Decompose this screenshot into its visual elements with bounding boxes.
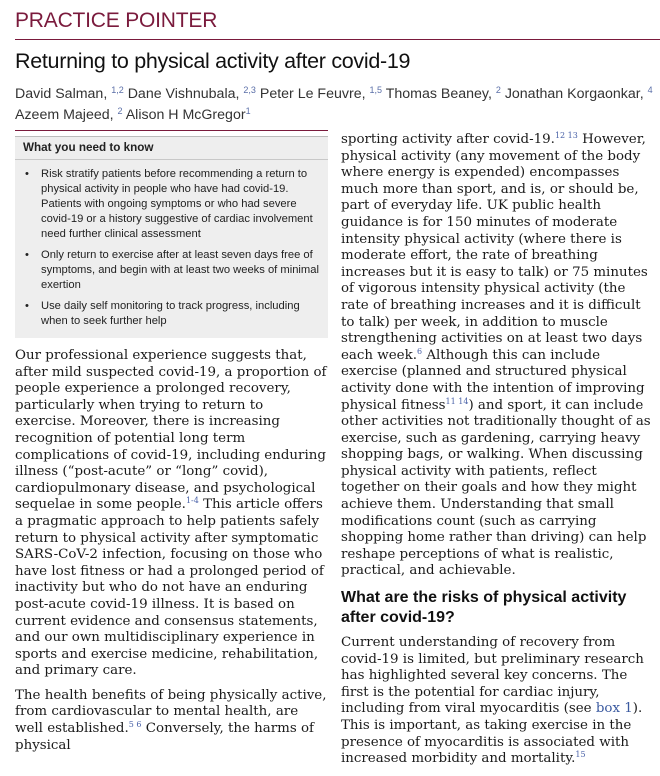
paragraph-text: This article offers a pragmatic approach to help patients safely return to physical activity after symptomatic SARS-CoV-2 infection, focusing on those who have lost fitness or had a prolonged period of inactivity but who do not have an enduring post-acute covid-19 illness. It is based on current evidence and consensus statements, and our own multidisciplinary experience in sports and exercise medicine, rehabilitation, and primary care. xyxy=(15,497,324,679)
header-rule xyxy=(15,39,660,40)
bullet-icon: • xyxy=(25,168,29,180)
author-name: Azeem Majeed xyxy=(15,107,110,123)
affiliation-marker: 1,2 xyxy=(111,85,124,95)
author-name: Thomas Beaney xyxy=(385,86,488,102)
paragraph-text: Our professional experience suggests that, after mild suspected covid-19, a proportion of people experience a prolonged recovery, particularly when trying to return to exercise. Moreover, there is increasing recognition of potential long term complications of covid-19, including enduring illness (“post-acute” or “long” covid), cardiopulmonary disease, and psychological sequelae in some people. xyxy=(15,348,327,513)
left-column xyxy=(15,348,328,762)
citation-link[interactable]: 6 xyxy=(416,346,423,356)
paragraph-text: sporting activity after covid-19. xyxy=(341,132,555,147)
affiliation-marker: 4 xyxy=(647,85,653,95)
list-item xyxy=(25,167,325,242)
citation-link[interactable]: 5 6 xyxy=(128,720,142,730)
citation-link[interactable]: 11 14 xyxy=(445,396,469,406)
body-paragraph xyxy=(341,635,651,768)
key-points-box xyxy=(15,136,328,338)
affiliation-marker: 2 xyxy=(495,85,501,95)
article-title: Returning to physical activity after covid-19 xyxy=(15,49,411,73)
affiliation-marker: 2 xyxy=(117,106,123,116)
author-name: Alison H McGregor xyxy=(125,107,246,123)
paragraph-text: Although this can include exercise (planned and structured physical activity done with the intention of improving physical fitness xyxy=(341,347,645,413)
box-reference-link[interactable]: box 1 xyxy=(595,701,633,717)
author-name: Jonathan Korgaonkar xyxy=(504,86,640,102)
paragraph-text: The health benefits of being physically active, from cardiovascular to mental health, are well established. xyxy=(15,687,327,737)
paragraph-text: However, physical activity (any movement of the body where energy is expended) encompasses much more than sport, and is, or should be, part of everyday life. UK public health guidance is for 150 minutes of moderate intensity physical activity (where there is moderate effort, the rate of breathing increases but it is easy to talk) or 75 minutes of vigorous intensity physical activity (the rate of breathing increases and it is difficult to talk) per week, in addition to muscle strengthening activities on at least two days each week. xyxy=(341,132,648,363)
bullet-icon: • xyxy=(25,249,29,261)
affiliation-marker: 1,5 xyxy=(369,85,382,95)
body-paragraph xyxy=(15,688,328,754)
box-title: What you need to know xyxy=(23,141,154,154)
list-item xyxy=(25,248,325,293)
author-list: David Salman, $^{1,2}$ Dane Vishnubala, $^{2,3}$ Peter Le Feuvre, $^{1,5}$ Thomas Beaney, $^2$ Jonathan Korgaonkar, $^4$ Azeem Majeed, $^2$ Alison H McGregor$^1$ xyxy=(15,85,653,123)
section-heading: What are the risks of physical activity after covid-19? xyxy=(341,589,627,627)
citation-link[interactable]: 1-4 xyxy=(185,496,199,506)
bullet-icon: • xyxy=(25,300,29,312)
section-label: PRACTICE POINTER xyxy=(15,9,218,32)
body-paragraph xyxy=(341,132,651,580)
affiliation-marker: 2,3 xyxy=(243,85,256,95)
author-name: David Salman xyxy=(15,86,104,102)
list-item-text: Use daily self monitoring to track progress, including when to seek further help xyxy=(41,300,300,327)
citation-link[interactable]: 12 13 xyxy=(554,131,578,140)
paragraph-text: ). This is important, as taking exercise in the presence of myocarditis is associated with increased morbidity and mortality. xyxy=(341,701,643,767)
paragraph-text: ) and sport, it can include other activities not traditionally thought of as exercise, such as gardening, carrying heavy shopping bags, or walking. When discussing physical activity with patients, reflect together on their goals and how they might achieve them. Understanding that small modifications count (such as carrying shopping home rather than driving) can help reshape perceptions of what is realistic, practical, and achievable. xyxy=(341,397,651,579)
list-item xyxy=(25,299,325,329)
author-name: Dane Vishnubala xyxy=(127,86,236,102)
key-points-list xyxy=(25,167,325,335)
box-divider xyxy=(15,159,328,160)
citation-link[interactable]: 15 xyxy=(575,750,586,760)
body-paragraph xyxy=(15,348,328,680)
right-column xyxy=(341,132,651,776)
list-item-text: Only return to exercise after at least seven days free of symptoms, and begin with at least two weeks of minimal exertion xyxy=(41,249,319,291)
paragraph-text: Current understanding of recovery from covid-19 is limited, but preliminary research has highlighted several key concerns. The first is the potential for cardiac injury, including from viral myocarditis (see xyxy=(341,635,644,717)
author-name: Peter Le Feuvre xyxy=(259,86,362,102)
affiliation-marker: 1 xyxy=(245,106,251,116)
authors-rule xyxy=(15,130,328,131)
paragraph-text: Conversely, the harms of physical xyxy=(15,721,314,753)
list-item-text: Risk stratify patients before recommending a return to physical activity in people who have had covid-19. Patients with ongoing symptoms or who had severe covid-19 or a history suggestive of cardiac involvement need further clinical assessment xyxy=(41,168,313,240)
